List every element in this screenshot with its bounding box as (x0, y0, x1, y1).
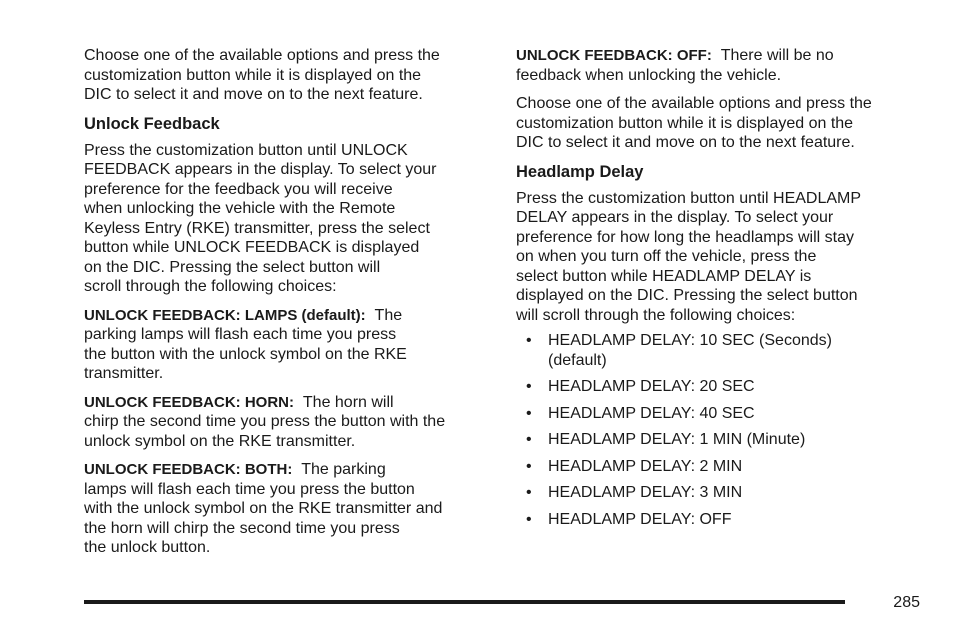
list-item (516, 331, 920, 370)
choose-paragraph (516, 94, 920, 153)
list-item (516, 377, 920, 397)
text-line: button while UNLOCK FEEDBACK is displayed (84, 239, 420, 256)
text-line: customization button while it is displayed on the (84, 66, 422, 84)
bullet-icon: • (526, 404, 532, 422)
list-item-text: HEADLAMP DELAY: 2 MIN (548, 457, 743, 475)
option-term: UNLOCK FEEDBACK: OFF: (516, 47, 712, 64)
text-line: parking lamps will flash each time you press (84, 326, 397, 343)
list-item-text: HEADLAMP DELAY: 10 SEC (Seconds) (548, 332, 832, 349)
list-item (516, 430, 920, 450)
bullet-icon: • (526, 484, 532, 501)
bullet-icon: • (526, 332, 532, 349)
text-line: Choose one of the available options and press the (516, 95, 872, 112)
text-line: the unlock button. (84, 539, 211, 556)
text-line: preference for the feedback you will receive (84, 180, 393, 198)
text-line: Press the customization button until HEADLAMP (516, 189, 862, 207)
page-number: 285 (893, 594, 920, 611)
option-text: The parking (301, 461, 386, 478)
text-line: with the unlock symbol on the RKE transmitter and (84, 500, 443, 517)
option-term: UNLOCK FEEDBACK: LAMPS (default): (84, 306, 366, 324)
text-line: lamps will flash each time you press the button (84, 480, 415, 498)
text-line: scroll through the following choices: (84, 278, 337, 295)
text-line: DELAY appears in the display. To select your (516, 209, 834, 226)
bullet-icon: • (526, 378, 532, 395)
option-text: The horn will (302, 393, 394, 411)
option-text-rest (84, 412, 492, 451)
option-both (84, 460, 492, 558)
text-line: preference for how long the headlamps will stay (516, 228, 854, 246)
unlock-feedback-options (84, 306, 492, 558)
bullet-icon: • (526, 457, 532, 475)
text-line: on the DIC. Pressing the select button will (84, 258, 381, 276)
text-line: customization button while it is displayed on the (516, 114, 854, 132)
right-column (516, 46, 920, 536)
option-lamps (84, 306, 492, 384)
option-text-rest (84, 325, 492, 384)
text-line: DIC to select it and move on to the next feature. (516, 134, 855, 151)
list-item-text: HEADLAMP DELAY: 3 MIN (548, 484, 743, 501)
text-line: will scroll through the following choices: (516, 306, 796, 324)
list-item (516, 483, 920, 503)
bullet-icon: • (526, 431, 532, 448)
option-term: UNLOCK FEEDBACK: BOTH: (84, 461, 293, 478)
text-line: feedback when unlocking the vehicle. (516, 66, 782, 84)
option-text: The (374, 306, 403, 324)
text-line: Keyless Entry (RKE) transmitter, press the select (84, 219, 430, 237)
text-line: unlock symbol on the RKE transmitter. (84, 432, 356, 450)
list-item-text: HEADLAMP DELAY: 20 SEC (548, 378, 755, 395)
list-item-text: HEADLAMP DELAY: 1 MIN (Minute) (548, 431, 806, 448)
unlock-feedback-body (84, 141, 492, 297)
text-line: Choose one of the available options and press the (84, 47, 440, 64)
text-line: DIC to select it and move on to the next feature. (84, 86, 423, 103)
headlamp-delay-choices (516, 331, 920, 529)
text-line: the button with the unlock symbol on the RKE (84, 345, 407, 363)
text-line: select button while HEADLAMP DELAY is (516, 267, 812, 285)
text-line: the horn will chirp the second time you press (84, 519, 400, 537)
text-line: chirp the second time you press the button with the (84, 413, 446, 430)
text-line: when unlocking the vehicle with the Remote (84, 200, 396, 217)
option-text-rest (84, 480, 492, 558)
headlamp-delay-heading: Headlamp Delay (516, 162, 644, 181)
list-item-text: HEADLAMP DELAY: 40 SEC (548, 404, 755, 422)
list-item-text: (default) (548, 351, 607, 369)
list-item (516, 510, 920, 530)
list-item-text: HEADLAMP DELAY: OFF (548, 510, 732, 528)
unlock-feedback-heading: Unlock Feedback (84, 114, 220, 133)
option-term: UNLOCK FEEDBACK: HORN: (84, 393, 294, 411)
option-off (516, 46, 920, 85)
left-column (84, 46, 492, 567)
footer-rule (84, 600, 845, 604)
intro-paragraph (84, 46, 492, 105)
headlamp-delay-body (516, 189, 920, 326)
list-item (516, 457, 920, 477)
bullet-icon: • (526, 510, 532, 528)
text-line: on when you turn off the vehicle, press the (516, 248, 817, 265)
text-line: transmitter. (84, 365, 164, 382)
list-item (516, 404, 920, 424)
option-text-rest (516, 66, 920, 86)
text-line: displayed on the DIC. Pressing the select button (516, 287, 858, 304)
option-horn (84, 393, 492, 452)
text-line: Press the customization button until UNLOCK (84, 141, 408, 159)
option-text: There will be no (720, 47, 834, 64)
text-line: FEEDBACK appears in the display. To select your (84, 161, 437, 178)
